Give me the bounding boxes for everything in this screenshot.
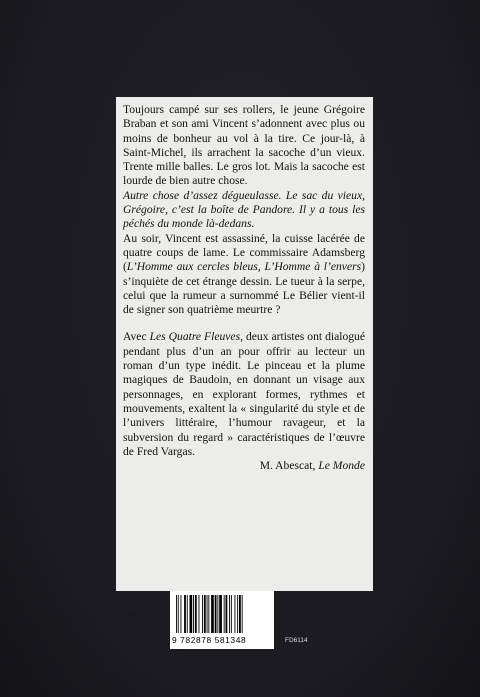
blurb-signature: M. Abescat, Le Monde — [259, 459, 365, 473]
blurb-quote: Autre chose d’assez dégueulasse. Le sac du vieux, Grégoire, c’est la boîte de Pandore. Il y a tous les péchés du monde là-dedans. — [123, 188, 365, 231]
blurb-panel — [116, 97, 373, 591]
price-label: 22,71 € — [125, 601, 154, 611]
blurb-paragraph-1: Toujours campé sur ses rollers, le jeune Grégoire Braban et son ami Vincent s’adonnent avec plus ou moins de bonheur au vol à la tire. Ce jour-là, à Saint-Michel, ils arrachent la sacoche d’un vieux. Trente mille balles. Le gros lot. Mais la sacoche est lourde de bien autre chose. — [123, 103, 365, 188]
blurb-paragraph-2: Au soir, Vincent est assassiné, la cuisse lacérée de quatre coups de lame. Le commissaire Adamsberg (L’Homme aux cercles bleus, L’Homme à l’envers) s’inquiète de cet étrange dessin. Le tueur à la serpe, celui que la rumeur a surnommé Le Bélier vient-il de signer son quatrième meurtre ? — [123, 231, 365, 317]
catalog-code: FD6114 — [285, 637, 308, 644]
barcode — [170, 591, 274, 649]
blurb-paragraph-3: Avec Les Quatre Fleuves, deux artistes ont dialogué pendant plus d’un an pour offrir au lecteur un roman d’un type inédit. Le pinceau et la plume magiques de Baudoin, en donnant un visage aux personnages, en explorant formes, rythmes et mouvements, exaltent la « singularité du style et de l’univers littéraire, l’humour ravageur, et la subversion du regard » caractéristiques de l’œuvre de Fred Vargas. — [123, 330, 365, 458]
barcode-digits: 9 782878 581348 — [172, 635, 247, 645]
barcode-bars — [174, 595, 270, 635]
